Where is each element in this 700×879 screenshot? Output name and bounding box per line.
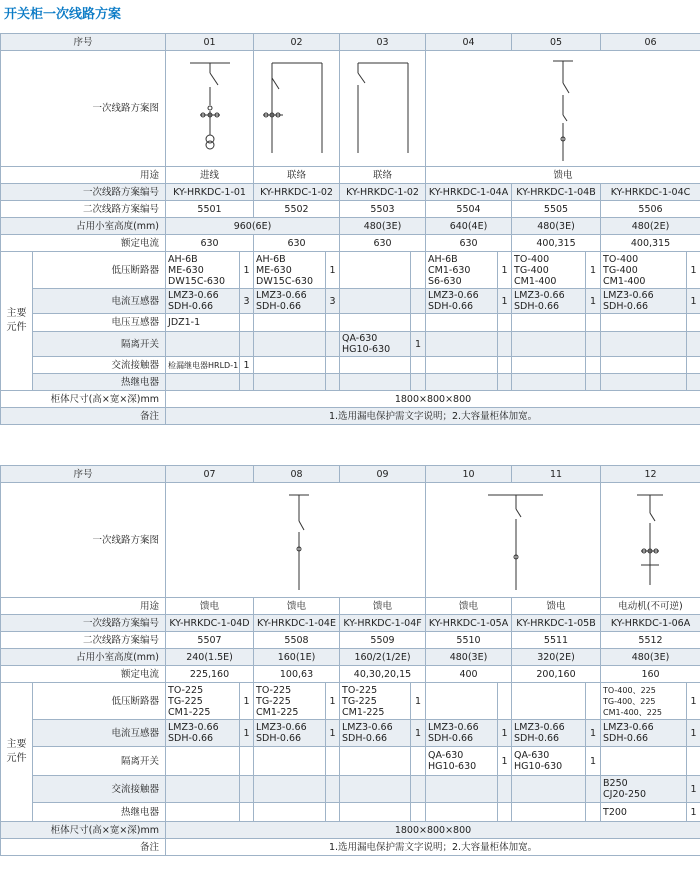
page-title: 开关柜一次线路方案 xyxy=(4,7,122,22)
current-01: 630 xyxy=(166,235,254,252)
use-09: 馈电 xyxy=(340,598,426,615)
breaker-05: TO-400 TG-400 CM1-400 xyxy=(512,252,586,289)
breaker-04: AH-6B CM1-630 S6-630 xyxy=(426,252,498,289)
ct-04-qty: 1 xyxy=(498,289,512,314)
contactor-label-2: 交流接触器 xyxy=(33,776,166,803)
code2-01: 5501 xyxy=(166,201,254,218)
relay-label: 热继电器 xyxy=(33,374,166,391)
relay-row xyxy=(1,374,700,391)
code-03: KY-HRKDC-1-02 xyxy=(340,184,426,201)
scheme-table-2 xyxy=(0,465,700,856)
height-label-2: 占用小室高度(mm) xyxy=(1,649,166,666)
isolator-10: QA-630 HG10-630 xyxy=(426,747,498,776)
circuit-diagram-04-06 xyxy=(433,53,693,165)
code2-label-2: 二次线路方案编号 xyxy=(1,632,166,649)
relay-row-2 xyxy=(1,803,700,822)
circuit-diagram-01 xyxy=(170,53,250,165)
code-label: 一次线路方案编号 xyxy=(1,184,166,201)
col-09: 09 xyxy=(340,466,426,483)
isolator-row xyxy=(1,332,700,357)
diagram-01 xyxy=(166,51,254,167)
height-03: 480(3E) xyxy=(340,218,426,235)
size-label-2: 柜体尺寸(高×宽×深)mm xyxy=(1,822,166,839)
ct-label-2: 电流互感器 xyxy=(33,720,166,747)
ct-02-qty: 3 xyxy=(326,289,340,314)
ct-label: 电流互感器 xyxy=(33,289,166,314)
code-12: KY-HRKDC-1-06A xyxy=(601,615,700,632)
use-label-2: 用途 xyxy=(1,598,166,615)
isolator-11-qty: 1 xyxy=(586,747,601,776)
ct-row xyxy=(1,289,700,314)
ct-06: LMZ3-0.66 SDH-0.66 xyxy=(601,289,687,314)
current-07: 225,160 xyxy=(166,666,254,683)
ct-09: LMZ3-0.66 SDH-0.66 xyxy=(340,720,411,747)
contactor-01: 检漏继电器HRLD-1 xyxy=(166,357,240,374)
col-06: 06 xyxy=(601,34,700,51)
col-05: 05 xyxy=(512,34,601,51)
breaker-row xyxy=(1,252,700,289)
height-label: 占用小室高度(mm) xyxy=(1,218,166,235)
contactor-row xyxy=(1,357,700,374)
breaker-12: TO-400、225 TG-400、225 CM1-400、225 xyxy=(601,683,687,720)
code-02: KY-HRKDC-1-02 xyxy=(254,184,340,201)
height-05: 480(3E) xyxy=(512,218,601,235)
breaker-label-2: 低压断路器 xyxy=(33,683,166,720)
ct-05: LMZ3-0.66 SDH-0.66 xyxy=(512,289,586,314)
code-row xyxy=(1,184,700,201)
code2-04: 5504 xyxy=(426,201,512,218)
remark-label: 备注 xyxy=(1,408,166,425)
height-06: 480(2E) xyxy=(601,218,700,235)
ct-09-qty: 1 xyxy=(411,720,426,747)
isolator-11: QA-630 HG10-630 xyxy=(512,747,586,776)
size-row-2 xyxy=(1,822,700,839)
seq-label: 序号 xyxy=(1,34,166,51)
ct-03-qty xyxy=(411,289,426,314)
ct-10: LMZ3-0.66 SDH-0.66 xyxy=(426,720,498,747)
diagram-label-2: 一次线路方案图 xyxy=(1,483,166,598)
breaker-12-qty: 1 xyxy=(687,683,700,720)
code-08: KY-HRKDC-1-04E xyxy=(254,615,340,632)
isolator-03-qty: 1 xyxy=(411,332,426,357)
code2-row-2 xyxy=(1,632,700,649)
diagram-row-2 xyxy=(1,483,700,598)
contactor-row-2 xyxy=(1,776,700,803)
current-03: 630 xyxy=(340,235,426,252)
ct-12-qty: 1 xyxy=(687,720,700,747)
code2-10: 5510 xyxy=(426,632,512,649)
diagram-04-06 xyxy=(426,51,700,167)
circuit-diagram-02 xyxy=(257,53,337,165)
code-05: KY-HRKDC-1-04B xyxy=(512,184,601,201)
use-08: 馈电 xyxy=(254,598,340,615)
ct-row-2 xyxy=(1,720,700,747)
ct-01-qty: 3 xyxy=(240,289,254,314)
ct-05-qty: 1 xyxy=(586,289,601,314)
breaker-05-qty: 1 xyxy=(586,252,601,289)
seq-row xyxy=(1,34,700,51)
breaker-06: TO-400 TG-400 CM1-400 xyxy=(601,252,687,289)
height-07: 240(1.5E) xyxy=(166,649,254,666)
vt-label: 电压互感器 xyxy=(33,314,166,332)
use-12: 电动机(不可逆) xyxy=(601,598,700,615)
current-08: 100,63 xyxy=(254,666,340,683)
size-label: 柜体尺寸(高×宽×深)mm xyxy=(1,391,166,408)
ct-08-qty: 1 xyxy=(326,720,340,747)
ct-07: LMZ3-0.66 SDH-0.66 xyxy=(166,720,240,747)
seq-label-2: 序号 xyxy=(1,466,166,483)
code2-08: 5508 xyxy=(254,632,340,649)
use-11: 馈电 xyxy=(512,598,601,615)
code-07: KY-HRKDC-1-04D xyxy=(166,615,254,632)
code2-07: 5507 xyxy=(166,632,254,649)
seq-row-2 xyxy=(1,466,700,483)
current-05: 400,315 xyxy=(512,235,601,252)
isolator-label: 隔离开关 xyxy=(33,332,166,357)
use-07: 馈电 xyxy=(166,598,254,615)
diagram-07-09 xyxy=(166,483,426,598)
vt-01: JDZ1-1 xyxy=(166,314,240,332)
breaker-01: AH-6B ME-630 DW15C-630 xyxy=(166,252,240,289)
ct-03 xyxy=(340,289,411,314)
use-10: 馈电 xyxy=(426,598,512,615)
circuit-diagram-03 xyxy=(343,53,423,165)
height-row-2 xyxy=(1,649,700,666)
remark-value-2: 1.选用漏电保护需文字说明；2.大容量柜体加宽。 xyxy=(166,839,700,856)
ct-01: LMZ3-0.66 SDH-0.66 xyxy=(166,289,240,314)
breaker-08: TO-225 TG-225 CM1-225 xyxy=(254,683,326,720)
isolator-row-2 xyxy=(1,747,700,776)
main-group-label-2: 主要元件 xyxy=(1,683,33,822)
contactor-12: B250 CJ20-250 xyxy=(601,776,687,803)
remark-value: 1.选用漏电保护需文字说明；2.大容量柜体加宽。 xyxy=(166,408,700,425)
current-label: 额定电流 xyxy=(1,235,166,252)
ct-10-qty: 1 xyxy=(498,720,512,747)
ct-12: LMZ3-0.66 SDH-0.66 xyxy=(601,720,687,747)
use-row-2 xyxy=(1,598,700,615)
size-value-2: 1800×800×800 xyxy=(166,822,700,839)
relay-12: T200 xyxy=(601,803,687,822)
current-10: 400 xyxy=(426,666,512,683)
contactor-label: 交流接触器 xyxy=(33,357,166,374)
code2-09: 5509 xyxy=(340,632,426,649)
code2-03: 5503 xyxy=(340,201,426,218)
breaker-03-qty xyxy=(411,252,426,289)
height-row xyxy=(1,218,700,235)
diagram-03 xyxy=(340,51,426,167)
isolator-10-qty: 1 xyxy=(498,747,512,776)
breaker-row-2 xyxy=(1,683,700,720)
use-02: 联络 xyxy=(254,167,340,184)
diagram-02 xyxy=(254,51,340,167)
diagram-label: 一次线路方案图 xyxy=(1,51,166,167)
code2-label: 二次线路方案编号 xyxy=(1,201,166,218)
current-09: 40,30,20,15 xyxy=(340,666,426,683)
diagram-10-11 xyxy=(426,483,601,598)
ct-07-qty: 1 xyxy=(240,720,254,747)
current-row xyxy=(1,235,700,252)
scheme-table-1 xyxy=(0,33,700,425)
height-08: 160(1E) xyxy=(254,649,340,666)
use-04-06: 馈电 xyxy=(426,167,700,184)
code-01: KY-HRKDC-1-01 xyxy=(166,184,254,201)
col-11: 11 xyxy=(512,466,601,483)
current-02: 630 xyxy=(254,235,340,252)
height-01-02: 960(6E) xyxy=(166,218,340,235)
ct-02: LMZ3-0.66 SDH-0.66 xyxy=(254,289,326,314)
diagram-12 xyxy=(601,483,700,598)
code2-12: 5512 xyxy=(601,632,700,649)
height-09: 160/2(1/2E) xyxy=(340,649,426,666)
breaker-02-qty: 1 xyxy=(326,252,340,289)
main-group-label: 主要元件 xyxy=(1,252,33,391)
code-09: KY-HRKDC-1-04F xyxy=(340,615,426,632)
col-04: 04 xyxy=(426,34,512,51)
circuit-diagram-07-09 xyxy=(171,485,421,595)
use-03: 联络 xyxy=(340,167,426,184)
ct-11-qty: 1 xyxy=(586,720,601,747)
breaker-06-qty: 1 xyxy=(687,252,700,289)
use-01: 进线 xyxy=(166,167,254,184)
isolator-03: QA-630 HG10-630 xyxy=(340,332,411,357)
breaker-03 xyxy=(340,252,411,289)
code-04: KY-HRKDC-1-04A xyxy=(426,184,512,201)
breaker-07-qty: 1 xyxy=(240,683,254,720)
breaker-09: TO-225 TG-225 CM1-225 xyxy=(340,683,411,720)
ct-06-qty: 1 xyxy=(687,289,700,314)
contactor-01-qty: 1 xyxy=(240,357,254,374)
code-label-2: 一次线路方案编号 xyxy=(1,615,166,632)
height-10: 480(3E) xyxy=(426,649,512,666)
height-12: 480(3E) xyxy=(601,649,700,666)
col-10: 10 xyxy=(426,466,512,483)
code2-11: 5511 xyxy=(512,632,601,649)
col-03: 03 xyxy=(340,34,426,51)
code-10: KY-HRKDC-1-05A xyxy=(426,615,512,632)
col-08: 08 xyxy=(254,466,340,483)
breaker-09-qty: 1 xyxy=(411,683,426,720)
breaker-07: TO-225 TG-225 CM1-225 xyxy=(166,683,240,720)
current-label-2: 额定电流 xyxy=(1,666,166,683)
circuit-diagram-10-11 xyxy=(428,485,601,595)
size-row xyxy=(1,391,700,408)
code2-06: 5506 xyxy=(601,201,700,218)
code2-02: 5502 xyxy=(254,201,340,218)
current-12: 160 xyxy=(601,666,700,683)
height-04: 640(4E) xyxy=(426,218,512,235)
ct-08: LMZ3-0.66 SDH-0.66 xyxy=(254,720,326,747)
current-06: 400,315 xyxy=(601,235,700,252)
diagram-row xyxy=(1,51,700,167)
current-04: 630 xyxy=(426,235,512,252)
use-row xyxy=(1,167,700,184)
breaker-01-qty: 1 xyxy=(240,252,254,289)
ct-04: LMZ3-0.66 SDH-0.66 xyxy=(426,289,498,314)
remark-label-2: 备注 xyxy=(1,839,166,856)
use-label: 用途 xyxy=(1,167,166,184)
col-01: 01 xyxy=(166,34,254,51)
code-row-2 xyxy=(1,615,700,632)
size-value: 1800×800×800 xyxy=(166,391,700,408)
breaker-08-qty: 1 xyxy=(326,683,340,720)
code2-05: 5505 xyxy=(512,201,601,218)
code-11: KY-HRKDC-1-05B xyxy=(512,615,601,632)
relay-label-2: 热继电器 xyxy=(33,803,166,822)
ct-11: LMZ3-0.66 SDH-0.66 xyxy=(512,720,586,747)
col-12: 12 xyxy=(601,466,700,483)
breaker-04-qty: 1 xyxy=(498,252,512,289)
breaker-02: AH-6B ME-630 DW15C-630 xyxy=(254,252,326,289)
circuit-diagram-12 xyxy=(603,485,699,595)
code2-row xyxy=(1,201,700,218)
remark-row-2 xyxy=(1,839,700,856)
isolator-label-2: 隔离开关 xyxy=(33,747,166,776)
remark-row xyxy=(1,408,700,425)
current-row-2 xyxy=(1,666,700,683)
col-07: 07 xyxy=(166,466,254,483)
code-06: KY-HRKDC-1-04C xyxy=(601,184,700,201)
breaker-label: 低压断路器 xyxy=(33,252,166,289)
contactor-12-qty: 1 xyxy=(687,776,700,803)
vt-row xyxy=(1,314,700,332)
relay-12-qty: 1 xyxy=(687,803,700,822)
current-11: 200,160 xyxy=(512,666,601,683)
height-11: 320(2E) xyxy=(512,649,601,666)
col-02: 02 xyxy=(254,34,340,51)
